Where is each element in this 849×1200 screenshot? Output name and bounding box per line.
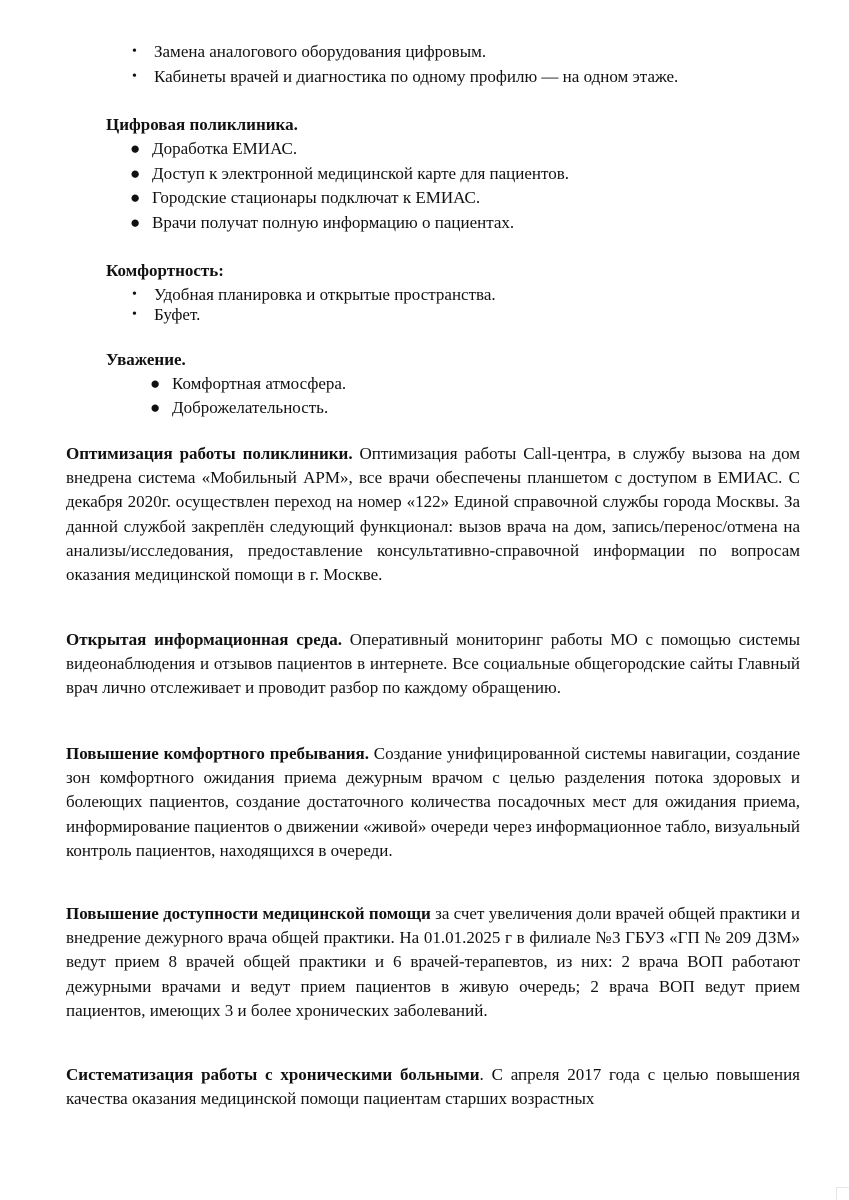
document-page: • Замена аналогового оборудования цифровым. • Кабинеты врачей и диагностика по одному профилю — на одном этаже. Цифровая поликлиника. ● Доработка ЕМИАС. ● Доступ к электронной медицинской карте для пациентов. ● Городские стационары подключат к ЕМИАС. ● Врачи получат полную информацию о пациентах. Комфортность: • Удобная планировка и открытые пространства. • Буфет. Уважение. ● Комфортная атмосфера. ● Доброжелательность. Оптимизация работы поликлиники. Оптимизация работы Call-центра, в службу вызова на дом внедрена система «Мобильный АРМ», все врачи обеспечены планшетом с доступом в ЕМИАС. С декабря 2020г. осуществлен переход на номер «122» Единой справочной службы города Москвы. За данной службой закреплён следующий функционал: вызов врача на дом, запись/перенос/отмена на анализы/исследования, предоставление консультативно-справочной информации по вопросам оказания медицинской помощи в г. Москве. Открытая информационная среда. Оперативный мониторинг работы МО с помощью системы видеонаблюдения и отзывов пациентов в интернете. Все социальные общегородские сайты Главный врач лично отслеживает и проводит разбор по каждому обращению. Повышение комфортного пребывания. Создание унифицированной системы навигации, создание зон комфортного ожидания приема дежурным врачом с целью разделения потока здоровых и болеющих пациентов, создание достаточного количества посадочных мест для ожидания приема, информирование пациентов о движении «живой» очереди через информационное табло, визуальный контроль пациентов, находящихся в очереди. Повышение доступности медицинской помощи за счет увеличения доли врачей общей практики и внедрение дежурного врача общей практики. На 01.01.2025 г в филиале №3 ГБУЗ «ГП № 209 ДЗМ» ведут прием 8 врачей общей практики и 6 врачей-терапевтов, из них: 2 врача ВОП работают дежурными врачами и ведут прием пациентов в живую очередь; 2 врача ВОП ведут прием пациентов, имеющих 3 и более хронических заболеваний. Систематизация работы с хроническими больными. С апреля 2017 года с целью повышения качества оказания медицинской помощи пациентам старших возрастных [0, 0, 849, 1200]
bullet-icon: ● [150, 398, 161, 417]
paragraph-lead: Оптимизация работы поликлиники. [66, 444, 353, 463]
paragraph-lead: Повышение доступности медицинской помощи [66, 904, 431, 923]
bullet-icon: ● [150, 374, 161, 393]
paragraph-body: Создание унифицированной системы навигации, создание зон комфортного ожидания приема дежурным врачом с целью разделения потока здоровых и болеющих пациентов, создание достаточного количества посадочных мест для ожидания приема, информирование пациентов о движении «живой» очереди через информационное табло, визуальный контроль пациентов, находящихся в очереди. [66, 744, 800, 860]
paragraph-lead: Систематизация работы с хроническими больными [66, 1065, 480, 1084]
bullet-icon: • [132, 44, 137, 59]
bullet-icon: ● [130, 164, 141, 183]
bullet-icon: • [132, 287, 137, 302]
paragraph-comfort-stay [66, 742, 800, 863]
section-heading-respect: Уважение. [106, 350, 186, 369]
paragraph-body: Оперативный мониторинг работы МО с помощью системы видеонаблюдения и отзывов пациентов в интернете. Все социальные общегородские сайты Главный врач лично отслеживает и проводит разбор по каждому обращению. [66, 630, 801, 698]
paragraph-body: за счет увеличения доли врачей общей практики и внедрение дежурного врача общей практики. На 01.01.2025 г в филиале №3 ГБУЗ «ГП № 209 ДЗМ» ведут прием 8 врачей общей практики и 6 врачей-терапевтов, из них: 2 врача ВОП работают дежурными врачами и ведут прием пациентов в живую очередь; 2 врача ВОП ведут прием пациентов, имеющих 3 и более хронических заболеваний. [66, 904, 800, 1020]
bullet-icon: ● [130, 213, 141, 232]
scan-edge [836, 1187, 849, 1200]
paragraph-body: Оптимизация работы Call-центра, в службу вызова на дом внедрена система «Мобильный АРМ», все врачи обеспечены планшетом с доступом в ЕМИАС. С декабря 2020г. осуществлен переход на номер «122» Единой справочной службы города Москвы. За данной службой закреплён следующий функционал: вызов врача на дом, запись/перенос/отмена на анализы/исследования, предоставление консультативно-справочной информации по вопросам оказания медицинской помощи в г. Москве. [66, 444, 801, 585]
paragraph-optimization [66, 442, 800, 587]
section-heading-comfort: Комфортность: [106, 261, 224, 280]
paragraph-chronic [66, 1063, 800, 1111]
paragraph-body: . С апреля 2017 года с целью повышения качества оказания медицинской помощи пациентам старших возрастных [66, 1065, 800, 1109]
bullet-icon: ● [130, 188, 141, 207]
bullet-icon: • [132, 69, 137, 84]
bullet-icon: • [132, 307, 137, 322]
bullet-icon: ● [130, 139, 141, 158]
paragraph-open-info [66, 628, 800, 701]
paragraph-lead: Открытая информационная среда. [66, 630, 342, 649]
paragraph-accessibility [66, 902, 800, 1023]
paragraph-lead: Повышение комфортного пребывания. [66, 744, 369, 763]
section-heading-digital: Цифровая поликлиника. [106, 115, 298, 134]
